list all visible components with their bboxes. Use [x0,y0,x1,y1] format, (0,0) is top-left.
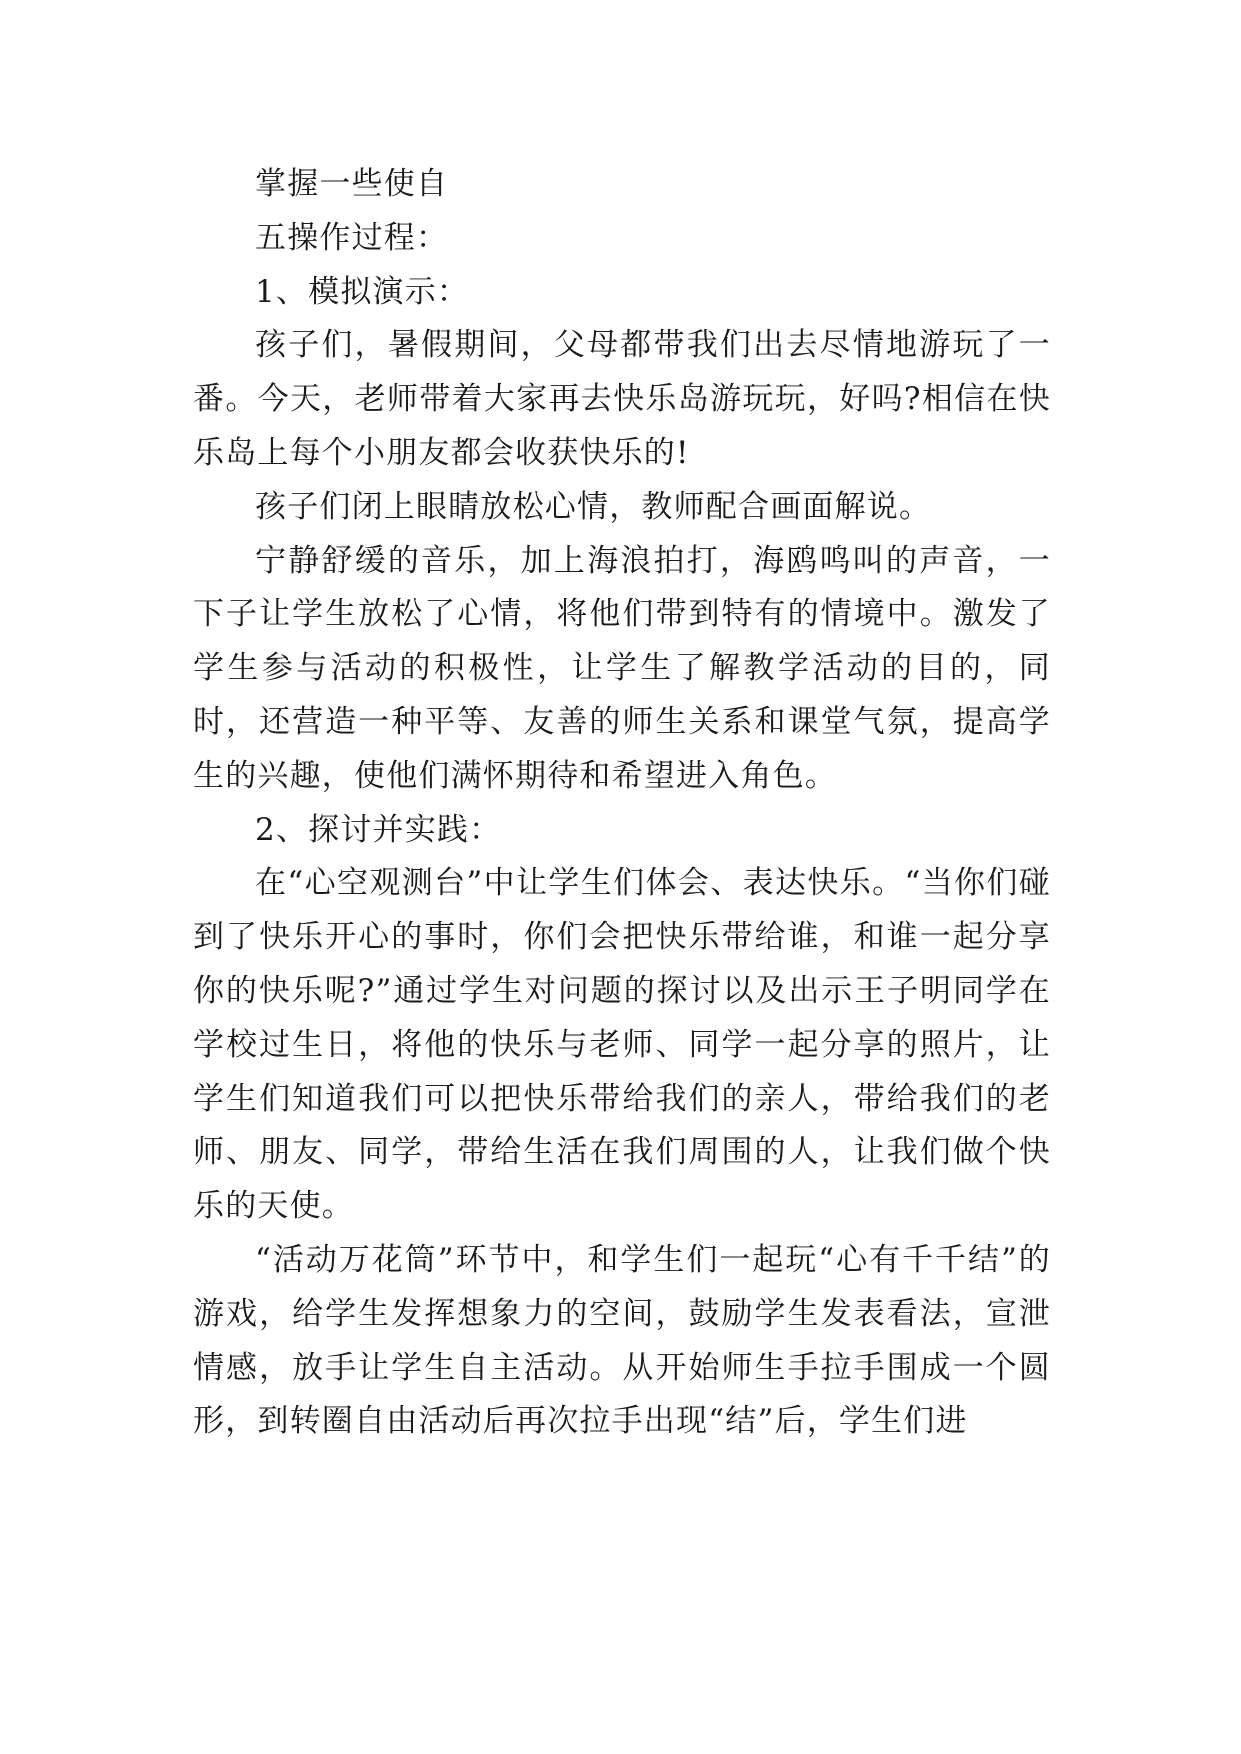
document-body [193,158,1051,1449]
paragraph-observatory: 在“心空观测台”中让学生们体会、表达快乐。“当你们碰到了快乐开心的事时，你们会把快乐带给谁，和谁一起分享你的快乐呢?”通过学生对问题的探讨以及出示王子明同学在学校过生日，将他的快乐与老师、同学一起分享的照片，让学生们知道我们可以把快乐带给我们的亲人，带给我们的老师、朋友、同学，带给生活在我们周围的人，让我们做个快乐的天使。 [193,865,1051,1225]
subheading-simulation: 1、模拟演示： [255,273,470,310]
paragraph-intro: 孩子们，暑假期间，父母都带我们出去尽情地游玩了一番。今天，老师带着大家再去快乐岛游玩玩，好吗?相信在快乐岛上每个小朋友都会收获快乐的! [193,327,1051,471]
paragraph-relax: 孩子们闭上眼睛放松心情，教师配合画面解说。 [255,488,932,525]
paragraph-1: 掌握一些使自 [255,166,449,202]
subheading-practice: 2、探讨并实践： [255,811,502,848]
section-heading-procedure: 五操作过程： [255,219,449,256]
paragraph-music: 宁静舒缓的音乐，加上海浪拍打，海鸥鸣叫的声音，一下子让学生放松了心情，将他们带到特有的情境中。激发了学生参与活动的积极性，让学生了解教学活动的目的，同时，还营造一种平等、友善的师生关系和课堂气氛，提高学生的兴趣，使他们满怀期待和希望进入角色。 [193,542,1051,794]
paragraph-activity: “活动万花筒”环节中，和学生们一起玩“心有千千结”的游戏，给学生发挥想象力的空间，鼓励学生发表看法，宣泄情感，放手让学生自主活动。从开始师生手拉手围成一个圆形，到转圈自由活动后再次拉手出现“结”后，学生们进 [193,1241,1051,1440]
